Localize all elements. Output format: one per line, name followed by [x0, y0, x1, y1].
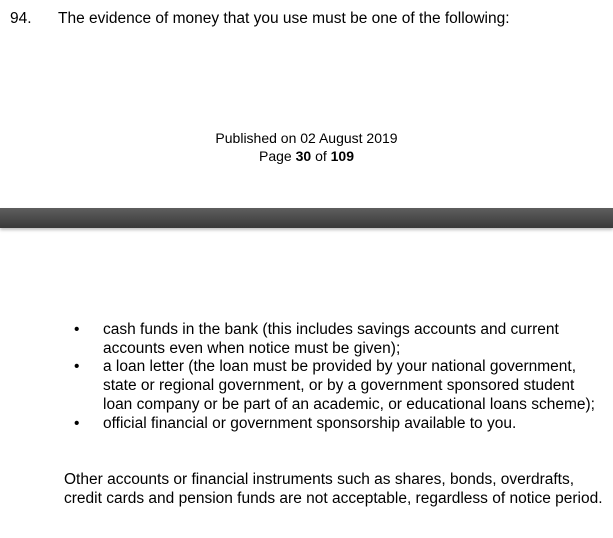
page-number	[0, 147, 613, 165]
bullet-icon: •	[74, 321, 80, 338]
evidence-list	[0, 321, 603, 433]
page-total: 109	[330, 148, 354, 164]
page-footer	[0, 129, 613, 165]
page-break-divider	[0, 208, 613, 228]
list-item-text: a loan letter (the loan must be provided by your national government, state or regional government, or by a government sponsored student loan company or be part of an academic, or educational loans scheme);	[103, 358, 595, 413]
list-item	[0, 321, 603, 358]
page-of: of	[315, 148, 327, 164]
list-item-text: official financial or government sponsorship available to you.	[103, 414, 517, 432]
closing-paragraph: Other accounts or financial instruments such as shares, bonds, overdrafts, credit cards and pension funds are not acceptable, regardless of notice period.	[64, 471, 603, 507]
published-date: Published on 02 August 2019	[215, 130, 398, 146]
list-item-text: cash funds in the bank (this includes savings accounts and current accounts even when notice must be given);	[103, 321, 559, 357]
page-prefix: Page	[259, 148, 292, 164]
list-item	[0, 415, 603, 434]
paragraph-text: The evidence of money that you use must be one of the following:	[58, 10, 510, 27]
list-item	[0, 358, 603, 414]
paragraph-number: 94.	[10, 10, 32, 27]
bullet-icon: •	[74, 358, 80, 376]
bullet-icon: •	[74, 414, 80, 432]
page-current: 30	[295, 148, 312, 164]
